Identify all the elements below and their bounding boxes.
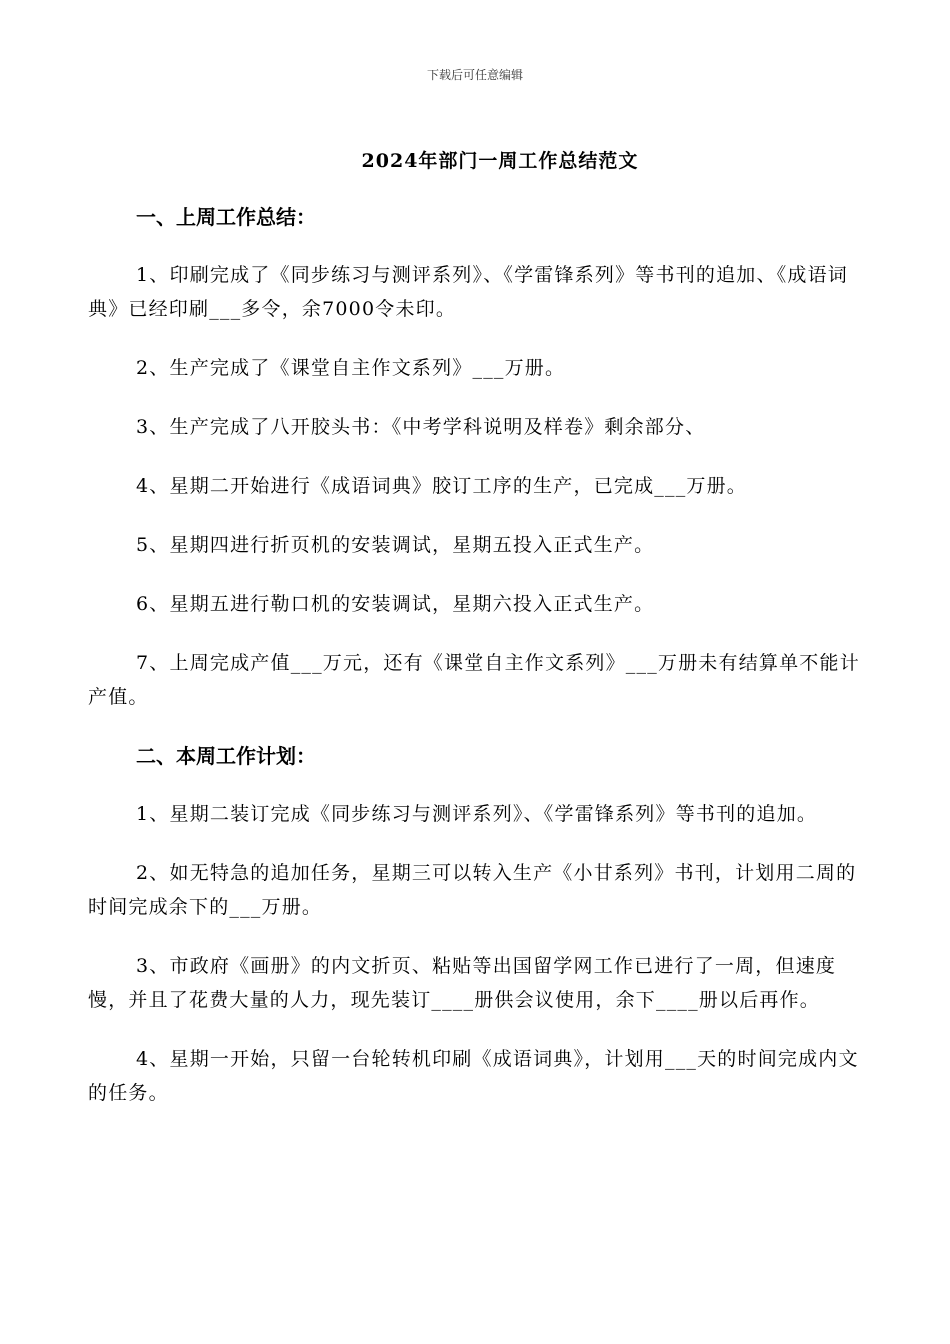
section-heading-last-week: 一、上周工作总结：: [136, 205, 316, 229]
paragraph-last-week-2: 2、生产完成了《课堂自主作文系列》___万册。: [136, 357, 566, 379]
paragraph-this-week-4: 4、星期一开始，只留一台轮转机印刷《成语词典》，计划用___天的时间完成内文的任务。: [88, 1048, 859, 1104]
document-title: 2024年部门一周工作总结范文: [361, 150, 639, 172]
paragraph-last-week-5: 5、星期四进行折页机的安装调试，星期五投入正式生产。: [136, 534, 655, 556]
paragraph-last-week-7: 7、上周完成产值___万元，还有《课堂自主作文系列》___万册未有结算单不能计产值。: [88, 652, 860, 708]
paragraph-last-week-3: 3、生产完成了八开胶头书：《中考学科说明及样卷》剩余部分、: [136, 416, 706, 438]
header-note: 下载后可任意编辑: [426, 68, 523, 82]
paragraph-this-week-2: 2、如无特急的追加任务，星期三可以转入生产《小甘系列》书刊，计划用二周的时间完成余下的___万册。: [88, 862, 857, 918]
paragraph-this-week-3: 3、市政府《画册》的内文折页、粘贴等出国留学网工作已进行了一周，但速度慢，并且了花费大量的人力，现先装订____册供会议使用，余下____册以后再作。: [88, 955, 837, 1011]
paragraph-last-week-6: 6、星期五进行勒口机的安装调试，星期六投入正式生产。: [136, 593, 655, 615]
section-heading-this-week: 二、本周工作计划：: [136, 744, 316, 768]
document-body: [88, 200, 863, 1110]
paragraph-this-week-1: 1、星期二装订完成《同步练习与测评系列》、《学雷锋系列》等书刊的追加。: [136, 803, 818, 825]
paragraph-last-week-1: 1、印刷完成了《同步练习与测评系列》、《学雷锋系列》等书刊的追加、《成语词典》已经印刷___多令，余7000令未印。: [88, 264, 848, 320]
paragraph-last-week-4: 4、星期二开始进行《成语词典》胶订工序的生产，已完成___万册。: [136, 475, 747, 497]
